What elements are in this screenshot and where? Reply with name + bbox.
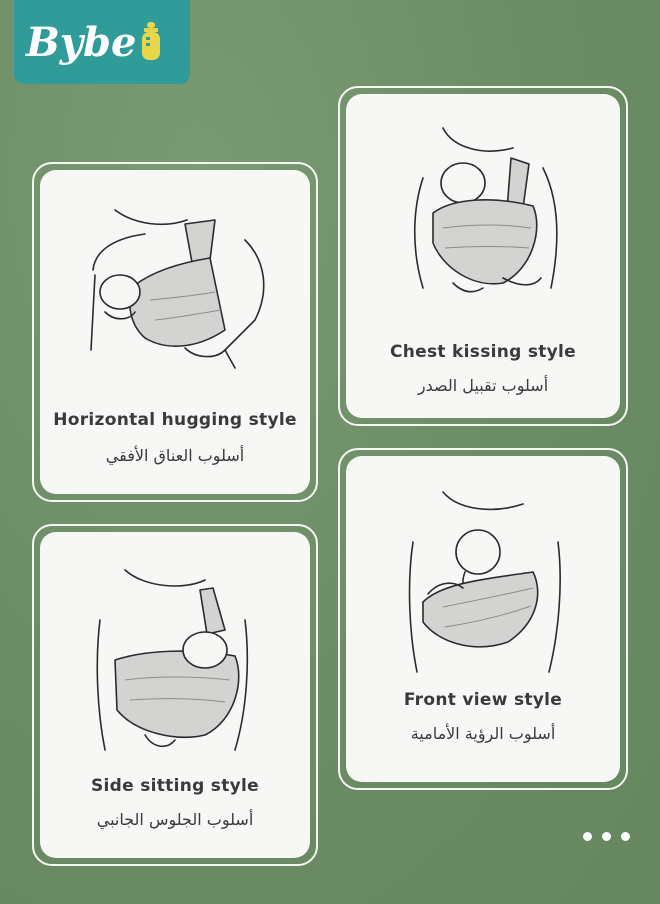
card-subtitle-arabic: أسلوب تقبيل الصدر — [417, 376, 549, 395]
style-card-horizontal-hugging — [32, 162, 318, 502]
card-subtitle-arabic: أسلوب الرؤية الأمامية — [410, 724, 556, 743]
side-sitting-illustration — [40, 560, 310, 760]
brand-name: Bybe — [26, 18, 137, 66]
card-title: Front view style — [403, 690, 563, 710]
pagination-dot[interactable] — [621, 832, 630, 841]
horizontal-hugging-illustration — [40, 200, 310, 390]
card-title: Horizontal hugging style — [53, 410, 297, 430]
card-title: Side sitting style — [91, 776, 259, 796]
style-card-front-view — [338, 448, 628, 790]
style-card-chest-kissing — [338, 86, 628, 426]
card-subtitle-arabic: أسلوب الجلوس الجانبي — [96, 810, 254, 829]
brand-logo — [14, 0, 190, 84]
pagination-dots[interactable] — [583, 832, 630, 841]
style-card-side-sitting — [32, 524, 318, 866]
chest-kissing-illustration — [346, 118, 620, 318]
baby-bottle-icon — [138, 20, 164, 64]
card-subtitle-arabic: أسلوب العناق الأفقي — [105, 446, 245, 465]
pagination-dot[interactable] — [602, 832, 611, 841]
pagination-dot[interactable] — [583, 832, 592, 841]
card-title: Chest kissing style — [389, 342, 577, 362]
front-view-illustration — [346, 482, 620, 682]
